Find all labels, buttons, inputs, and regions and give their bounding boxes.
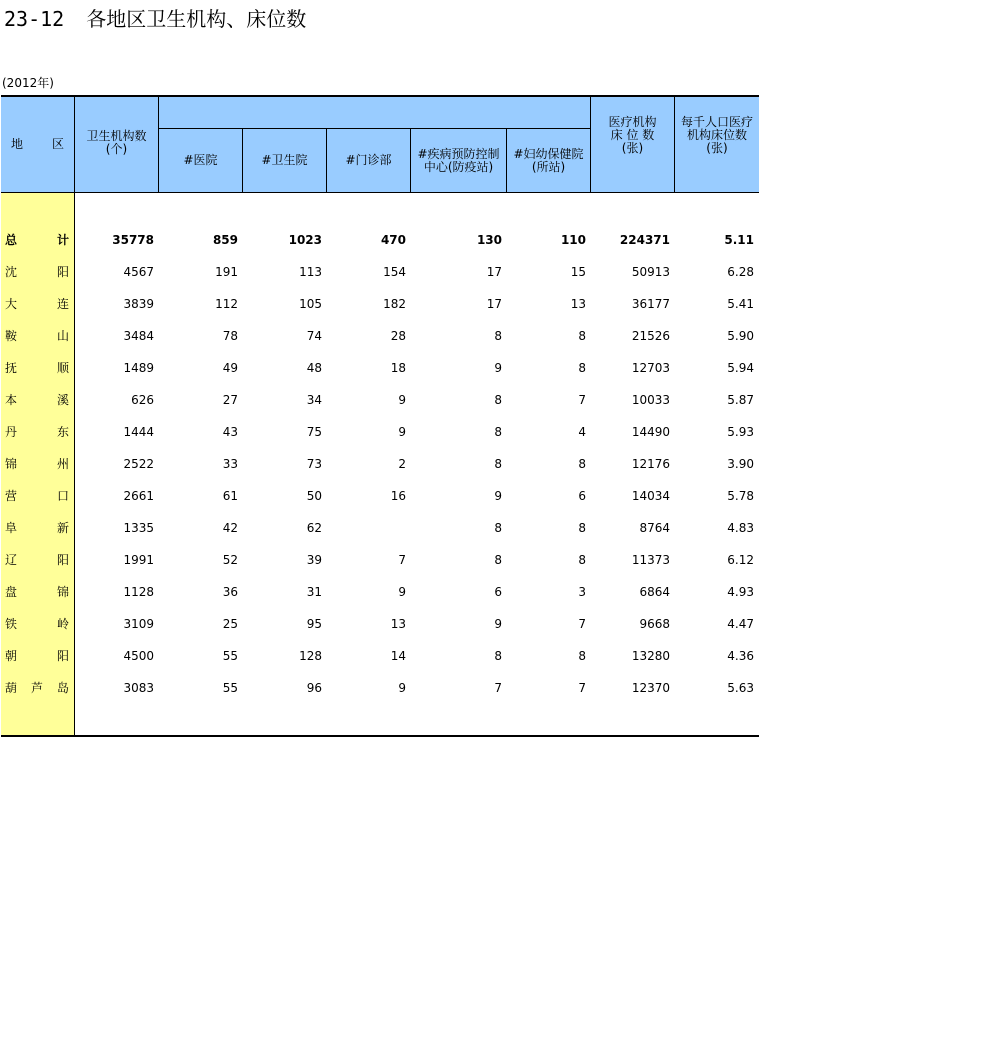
cell-beds-per-thousand: 4.93 — [727, 585, 754, 599]
region-name-char: 岭 — [56, 617, 69, 631]
cell-institutions: 35778 — [112, 233, 154, 247]
region-name — [5, 550, 69, 570]
region-name-char: 盘 — [5, 585, 18, 599]
region-name-char: 总 — [5, 233, 18, 247]
table-bottom-border — [1, 735, 759, 737]
cell-beds-per-thousand: 4.83 — [727, 521, 754, 535]
region-name-char: 朝 — [5, 649, 18, 663]
table-row — [1, 422, 759, 442]
cell-clinics: 13 — [390, 617, 406, 631]
region-name-char: 阜 — [5, 521, 18, 535]
region-name-char: 锦 — [56, 585, 69, 599]
region-name-char: 顺 — [56, 361, 69, 375]
cell-health-centers: 75 — [306, 425, 322, 439]
cell-clinics: 9 — [398, 585, 406, 599]
cell-hospitals: 61 — [222, 489, 238, 503]
header-institutions-label: 卫生机构数 (个) — [86, 129, 147, 156]
cell-institutions: 3839 — [123, 297, 154, 311]
region-name — [5, 230, 69, 250]
cell-institutions: 1991 — [123, 553, 154, 567]
cell-cdc: 9 — [494, 617, 502, 631]
cell-maternal: 13 — [570, 297, 586, 311]
cell-clinics: 7 — [398, 553, 406, 567]
cell-clinics: 14 — [390, 649, 406, 663]
region-name-char: 口 — [56, 489, 69, 503]
cell-hospitals: 27 — [222, 393, 238, 407]
cell-clinics: 16 — [390, 489, 406, 503]
header-region-part: 地 — [11, 137, 24, 151]
region-name-char: 阳 — [56, 649, 69, 663]
cell-health-centers: 128 — [299, 649, 322, 663]
table-row — [1, 358, 759, 378]
cell-cdc: 9 — [494, 361, 502, 375]
cell-institutions: 3484 — [123, 329, 154, 343]
cell-institutions: 626 — [131, 393, 154, 407]
cell-cdc: 8 — [494, 425, 502, 439]
cell-cdc: 8 — [494, 649, 502, 663]
cell-health-centers: 48 — [306, 361, 322, 375]
cell-clinics: 470 — [380, 233, 406, 247]
header-beds-per-thousand: 每千人口医疗 机构床位数 (张) — [675, 97, 759, 193]
region-name — [5, 582, 69, 602]
table-title: 各地区卫生机构、床位数 — [86, 7, 307, 31]
cell-institutions: 1335 — [123, 521, 154, 535]
region-name-char: 阳 — [56, 265, 69, 279]
region-name-char: 抚 — [5, 361, 18, 375]
cell-institutions: 2661 — [123, 489, 154, 503]
cell-beds-per-thousand: 4.47 — [727, 617, 754, 631]
cell-beds-per-thousand: 5.11 — [724, 233, 754, 247]
region-name-char: 锦 — [5, 457, 18, 471]
region-name — [5, 646, 69, 666]
region-name-char: 新 — [56, 521, 69, 535]
cell-beds: 8764 — [639, 521, 670, 535]
header-institutions-cell — [75, 97, 159, 193]
region-name — [5, 614, 69, 634]
cell-maternal: 4 — [578, 425, 586, 439]
cell-beds-per-thousand: 5.41 — [727, 297, 754, 311]
cell-hospitals: 43 — [222, 425, 238, 439]
cell-health-centers: 39 — [306, 553, 322, 567]
table-row — [1, 390, 759, 410]
region-name-char: 鞍 — [5, 329, 18, 343]
cell-maternal: 8 — [578, 553, 586, 567]
cell-health-centers: 113 — [299, 265, 322, 279]
cell-maternal: 110 — [560, 233, 586, 247]
region-name-char: 芦 — [30, 681, 43, 695]
table-row — [1, 454, 759, 474]
region-name — [5, 422, 69, 442]
cell-beds: 6864 — [639, 585, 670, 599]
page-title — [4, 6, 306, 32]
region-name-char: 丹 — [5, 425, 18, 439]
cell-maternal: 8 — [578, 457, 586, 471]
cell-hospitals: 859 — [212, 233, 238, 247]
cell-hospitals: 25 — [222, 617, 238, 631]
cell-cdc: 7 — [494, 681, 502, 695]
region-name — [5, 262, 69, 282]
cell-health-centers: 95 — [306, 617, 322, 631]
cell-beds: 12176 — [631, 457, 670, 471]
cell-hospitals: 52 — [222, 553, 238, 567]
table-row — [1, 486, 759, 506]
cell-cdc: 17 — [486, 265, 502, 279]
cell-clinics: 2 — [398, 457, 406, 471]
region-name — [5, 294, 69, 314]
region-name-char: 州 — [56, 457, 69, 471]
cell-institutions: 4500 — [123, 649, 154, 663]
cell-institutions: 1444 — [123, 425, 154, 439]
header-maternal: #妇幼保健院 (所站) — [507, 129, 591, 193]
cell-cdc: 17 — [486, 297, 502, 311]
region-name-char: 岛 — [56, 681, 69, 695]
region-name-char: 葫 — [5, 681, 18, 695]
region-name-char: 沈 — [5, 265, 18, 279]
cell-cdc: 130 — [476, 233, 502, 247]
cell-clinics: 28 — [390, 329, 406, 343]
region-name — [5, 486, 69, 506]
header-beds: 医疗机构 床 位 数 (张) — [591, 97, 675, 193]
table-row — [1, 646, 759, 666]
region-name-char: 溪 — [56, 393, 69, 407]
cell-clinics: 182 — [383, 297, 406, 311]
cell-beds: 12703 — [631, 361, 670, 375]
cell-health-centers: 50 — [306, 489, 322, 503]
region-name-char: 辽 — [5, 553, 18, 567]
header-clinics: #门诊部 — [327, 129, 411, 193]
cell-beds: 13280 — [631, 649, 670, 663]
year-note: (2012年) — [2, 76, 54, 90]
cell-institutions: 1128 — [123, 585, 154, 599]
cell-maternal: 8 — [578, 361, 586, 375]
cell-beds-per-thousand: 5.78 — [727, 489, 754, 503]
region-name-char: 东 — [56, 425, 69, 439]
cell-institutions: 3083 — [123, 681, 154, 695]
cell-beds-per-thousand: 3.90 — [727, 457, 754, 471]
table-row — [1, 518, 759, 538]
region-name-char: 大 — [5, 297, 18, 311]
table-row — [1, 582, 759, 602]
cell-beds-per-thousand: 5.90 — [727, 329, 754, 343]
region-name — [5, 390, 69, 410]
table-row — [1, 550, 759, 570]
cell-health-centers: 74 — [306, 329, 322, 343]
cell-institutions: 4567 — [123, 265, 154, 279]
cell-beds: 50913 — [631, 265, 670, 279]
cell-maternal: 7 — [578, 617, 586, 631]
table-row-total — [1, 230, 759, 250]
cell-hospitals: 191 — [215, 265, 238, 279]
cell-cdc: 8 — [494, 329, 502, 343]
header-region — [1, 97, 75, 193]
region-name-char: 计 — [56, 233, 69, 247]
cell-maternal: 7 — [578, 681, 586, 695]
cell-clinics: 9 — [398, 393, 406, 407]
cell-beds-per-thousand: 5.93 — [727, 425, 754, 439]
cell-maternal: 15 — [570, 265, 586, 279]
cell-hospitals: 49 — [222, 361, 238, 375]
region-name — [5, 678, 69, 698]
cell-beds: 14490 — [631, 425, 670, 439]
cell-cdc: 8 — [494, 553, 502, 567]
cell-maternal: 7 — [578, 393, 586, 407]
cell-maternal: 8 — [578, 521, 586, 535]
cell-health-centers: 31 — [306, 585, 322, 599]
cell-beds-per-thousand: 4.36 — [727, 649, 754, 663]
cell-beds: 9668 — [639, 617, 670, 631]
cell-hospitals: 55 — [222, 649, 238, 663]
cell-clinics: 154 — [383, 265, 406, 279]
cell-cdc: 8 — [494, 521, 502, 535]
cell-cdc: 8 — [494, 457, 502, 471]
cell-beds: 11373 — [631, 553, 670, 567]
region-name-char: 山 — [56, 329, 69, 343]
region-name-char: 营 — [5, 489, 18, 503]
cell-hospitals: 112 — [215, 297, 238, 311]
region-name-char: 阳 — [56, 553, 69, 567]
cell-cdc: 6 — [494, 585, 502, 599]
table-row — [1, 326, 759, 346]
cell-clinics: 9 — [398, 681, 406, 695]
header-region-part: 区 — [51, 137, 64, 151]
cell-health-centers: 96 — [306, 681, 322, 695]
cell-health-centers: 1023 — [288, 233, 322, 247]
region-name — [5, 326, 69, 346]
cell-hospitals: 42 — [222, 521, 238, 535]
cell-hospitals: 33 — [222, 457, 238, 471]
cell-beds: 21526 — [631, 329, 670, 343]
cell-beds: 36177 — [631, 297, 670, 311]
header-health-centers: #卫生院 — [243, 129, 327, 193]
cell-clinics — [322, 518, 406, 538]
cell-beds-per-thousand: 6.12 — [727, 553, 754, 567]
table-row — [1, 678, 759, 698]
cell-clinics: 18 — [390, 361, 406, 375]
cell-beds: 14034 — [631, 489, 670, 503]
cell-institutions: 1489 — [123, 361, 154, 375]
cell-maternal: 8 — [578, 329, 586, 343]
cell-beds: 12370 — [631, 681, 670, 695]
cell-beds: 10033 — [631, 393, 670, 407]
cell-health-centers: 73 — [306, 457, 322, 471]
cell-institutions: 2522 — [123, 457, 154, 471]
table-number: 23-12 — [4, 7, 65, 31]
cell-beds-per-thousand: 5.87 — [727, 393, 754, 407]
region-name — [5, 518, 69, 538]
cell-health-centers: 62 — [306, 521, 322, 535]
region-name-char: 连 — [56, 297, 69, 311]
header-cdc: #疾病预防控制 中心(防疫站) — [411, 129, 507, 193]
cell-cdc: 8 — [494, 393, 502, 407]
cell-clinics: 9 — [398, 425, 406, 439]
header-hospitals: #医院 — [159, 129, 243, 193]
cell-health-centers: 105 — [299, 297, 322, 311]
region-name — [5, 454, 69, 474]
cell-maternal: 6 — [578, 489, 586, 503]
region-name-char: 铁 — [5, 617, 18, 631]
cell-beds: 224371 — [619, 233, 670, 247]
cell-maternal: 3 — [578, 585, 586, 599]
region-name — [5, 358, 69, 378]
cell-cdc: 9 — [494, 489, 502, 503]
cell-hospitals: 55 — [222, 681, 238, 695]
cell-maternal: 8 — [578, 649, 586, 663]
table-row — [1, 262, 759, 282]
cell-hospitals: 78 — [222, 329, 238, 343]
cell-beds-per-thousand: 6.28 — [727, 265, 754, 279]
cell-health-centers: 34 — [306, 393, 322, 407]
cell-beds-per-thousand: 5.63 — [727, 681, 754, 695]
cell-institutions: 3109 — [123, 617, 154, 631]
cell-beds-per-thousand: 5.94 — [727, 361, 754, 375]
cell-hospitals: 36 — [222, 585, 238, 599]
table-row — [1, 614, 759, 634]
region-name-char: 本 — [5, 393, 18, 407]
table-row — [1, 294, 759, 314]
